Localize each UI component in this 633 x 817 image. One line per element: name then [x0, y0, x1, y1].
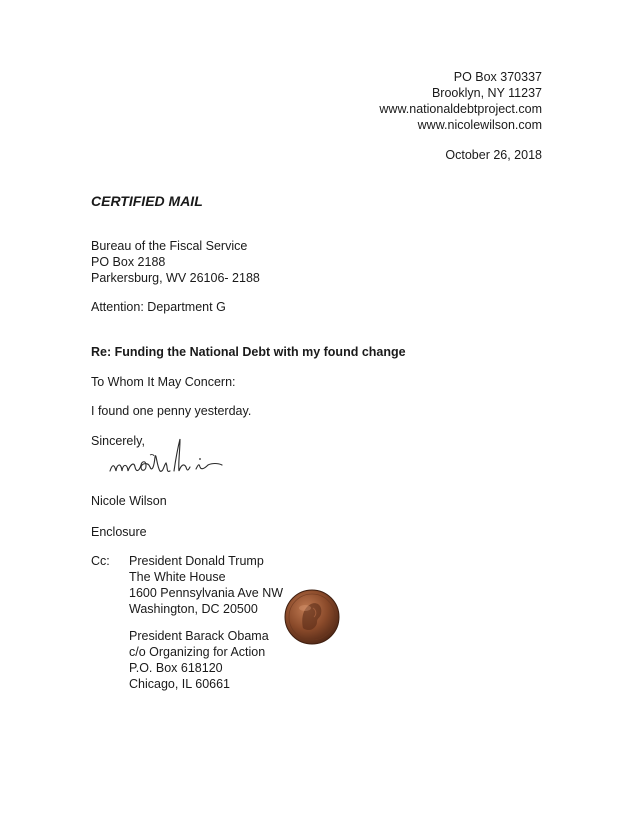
cc1-line2: The White House [129, 570, 226, 584]
sender-website-personal: www.nicolewilson.com [417, 118, 542, 132]
cc2-name: President Barack Obama [129, 629, 269, 643]
cc1-name: President Donald Trump [129, 554, 264, 568]
cc-label: Cc: [91, 554, 110, 568]
salutation: To Whom It May Concern: [91, 375, 236, 389]
recipient-city: Parkersburg, WV 26106- 2188 [91, 271, 260, 285]
signer-name: Nicole Wilson [91, 494, 167, 508]
letter-date: October 26, 2018 [445, 148, 542, 162]
certified-mail-heading: CERTIFIED MAIL [91, 193, 203, 209]
cc2-line2: c/o Organizing for Action [129, 645, 266, 659]
body-text: I found one penny yesterday. [91, 404, 252, 418]
closing: Sincerely, [91, 434, 145, 448]
subject-line: Re: Funding the National Debt with my found change [91, 345, 406, 359]
sender-po-box: PO Box 370337 [453, 70, 542, 84]
sender-website-national-debt: www.nationaldebtproject.com [379, 102, 542, 116]
recipient-attention: Attention: Department G [91, 300, 226, 314]
cc1-line4: Washington, DC 20500 [129, 602, 258, 616]
penny-image [283, 588, 341, 646]
cc2-line4: Chicago, IL 60661 [129, 677, 231, 691]
enclosure-label: Enclosure [91, 525, 147, 539]
recipient-po-box: PO Box 2188 [91, 255, 166, 269]
recipient-name: Bureau of the Fiscal Service [91, 239, 248, 253]
sender-city: Brooklyn, NY 11237 [431, 86, 542, 100]
cc2-line3: P.O. Box 618120 [129, 661, 223, 675]
handwritten-signature [108, 437, 248, 485]
cc1-line3: 1600 Pennsylvania Ave NW [129, 586, 284, 600]
